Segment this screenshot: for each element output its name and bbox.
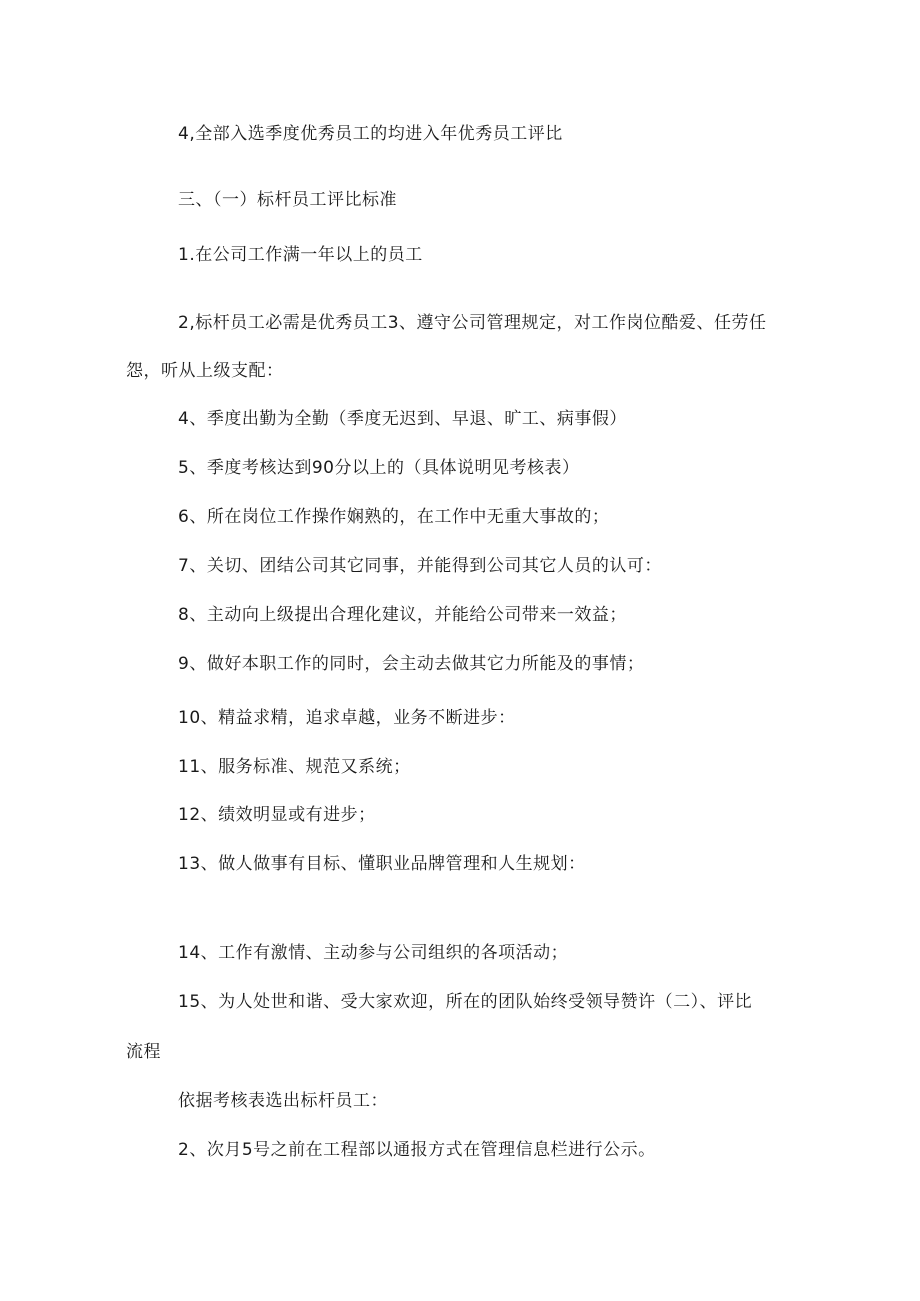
paragraph-line: 9、做好本职工作的同时，会主动去做其它力所能及的事情； bbox=[178, 654, 645, 674]
section-heading: 三、（一）标杆员工评比标准 bbox=[178, 190, 397, 210]
paragraph-line: 4,全部入选季度优秀员工的均进入年优秀员工评比 bbox=[178, 124, 563, 144]
paragraph-line: 7、关切、团结公司其它同事，并能得到公司其它人员的认可： bbox=[178, 556, 662, 576]
paragraph-line: 6、所在岗位工作操作娴熟的，在工作中无重大事故的； bbox=[178, 507, 610, 527]
paragraph-line: 12、绩效明显或有进步； bbox=[178, 805, 376, 825]
paragraph-line: 15、为人处世和谐、受大家欢迎，所在的团队始终受领导赞许（二）、评比 bbox=[178, 992, 753, 1012]
paragraph-line: 2、次月5号之前在工程部以通报方式在管理信息栏进行公示。 bbox=[178, 1140, 656, 1160]
paragraph-line: 4、季度出勤为全勤（季度无迟到、早退、旷工、病事假） bbox=[178, 409, 627, 429]
paragraph-line: 14、工作有激情、主动参与公司组织的各项活动； bbox=[178, 943, 569, 963]
paragraph-line: 13、做人做事有目标、懂职业品牌管理和人生规划： bbox=[178, 854, 586, 874]
paragraph-line: 流程 bbox=[126, 1042, 161, 1062]
paragraph-line: 依据考核表选出标杆员工： bbox=[178, 1091, 388, 1111]
paragraph-line: 怨，听从上级支配： bbox=[126, 361, 284, 381]
paragraph-line: 5、季度考核达到90分以上的（具体说明见考核表） bbox=[178, 458, 580, 478]
paragraph-line: 11、服务标准、规范又系统； bbox=[178, 757, 411, 777]
paragraph-line: 1.在公司工作满一年以上的员工 bbox=[178, 245, 423, 265]
paragraph-line: 10、精益求精，追求卓越，业务不断进步： bbox=[178, 708, 516, 728]
paragraph-line: 2,标杆员工必需是优秀员工3、遵守公司管理规定，对工作岗位酷爱、任劳任 bbox=[178, 313, 767, 333]
paragraph-line: 8、主动向上级提出合理化建议，并能给公司带来一效益； bbox=[178, 605, 627, 625]
